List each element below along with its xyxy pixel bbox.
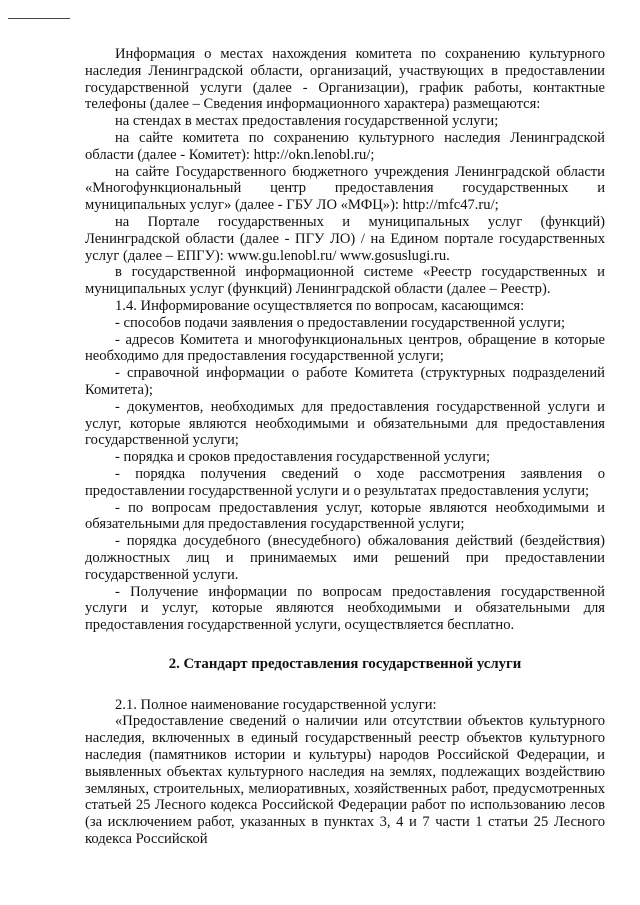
paragraph: 1.4. Информирование осуществляется по вопросам, касающимся: [115, 297, 525, 314]
paragraph: на Портале государственных и муниципальных услуг (функций) Ленинградской области (далее - ПГУ ЛО) / на Едином портале государственных услуг (далее – ЕПГУ): www.gu.lenobl.ru/ www.gosuslugi.ru. [85, 213, 605, 264]
paragraph: 2.1. Полное наименование государственной услуги: [115, 696, 437, 713]
paragraph: Информация о местах нахождения комитета по сохранению культурного наследия Ленинградской области, организаций, участвующих в предоставлении государственной услуги (далее - Организации), график работы, контактные телефоны (далее – Сведения информационного характера) размещаются: [85, 46, 605, 113]
section-heading: 2. Стандарт предоставления государственной услуги [168, 655, 522, 672]
list-item: - по вопросам предоставления услуг, которые являются необходимыми и обязательными для предоставления государственной услуги; [85, 499, 605, 533]
list-item: - способов подачи заявления о предоставлении государственной услуги; [115, 314, 566, 331]
paragraph: на сайте Государственного бюджетного учреждения Ленинградской области «Многофункциональный центр предоставления государственных и муниципальных услуг» (далее - ГБУ ЛО «МФЦ»): http://mfc47.ru/; [85, 163, 605, 214]
footnote-rule [8, 18, 70, 19]
paragraph: на сайте комитета по сохранению культурного наследия Ленинградской области (далее - Комитет): http://okn.lenobl.ru/; [85, 129, 605, 163]
list-item: - справочной информации о работе Комитета (структурных подразделений Комитета); [85, 365, 605, 398]
paragraph: в государственной информационной системе «Реестр государственных и муниципальных услуг (функций) Ленинградской области (далее – Реестр). [85, 264, 605, 298]
list-item: - Получение информации по вопросам предоставления государственной услуги и услуг, которые являются необходимыми и обязательными для предоставления государственной услуги, осуществляется бесплатно. [85, 583, 605, 634]
list-item: - порядка досудебного (внесудебного) обжалования действий (бездействия) должностных лиц и принимаемых ими решений при предоставлении государственной услуги. [85, 533, 605, 583]
list-item: - порядка и сроков предоставления государственной услуги; [115, 449, 491, 466]
list-item: - документов, необходимых для предоставления государственной услуги и услуг, которые являются необходимыми и обязательными для предоставления государственной услуги; [85, 398, 605, 449]
paragraph: на стендах в местах предоставления государственной услуги; [115, 113, 499, 130]
paragraph: «Предоставление сведений о наличии или отсутствии объектов культурного наследия, включенных в единый государственный реестр объектов культурного наследия (памятников истории и культуры) народов Российской Федерации, и выявленных объектах культурного наследия на землях, подлежащих воздействию земляных, строительных, мелиоративных, хозяйственных работ, предусмотренных статьей 25 Лесного кодекса Российской Федерации работ по использованию лесов (за исключением работ, указанных в пунктах 3, 4 и 7 части 1 статьи 25 Лесного кодекса Российской [85, 713, 605, 848]
document-body [85, 46, 605, 848]
list-item: - порядка получения сведений о ходе рассмотрения заявления о предоставлении государственной услуги и о результатах предоставления услуги; [85, 465, 605, 499]
list-item: - адресов Комитета и многофункциональных центров, обращение в которые необходимо для предоставления государственной услуги; [85, 331, 605, 365]
